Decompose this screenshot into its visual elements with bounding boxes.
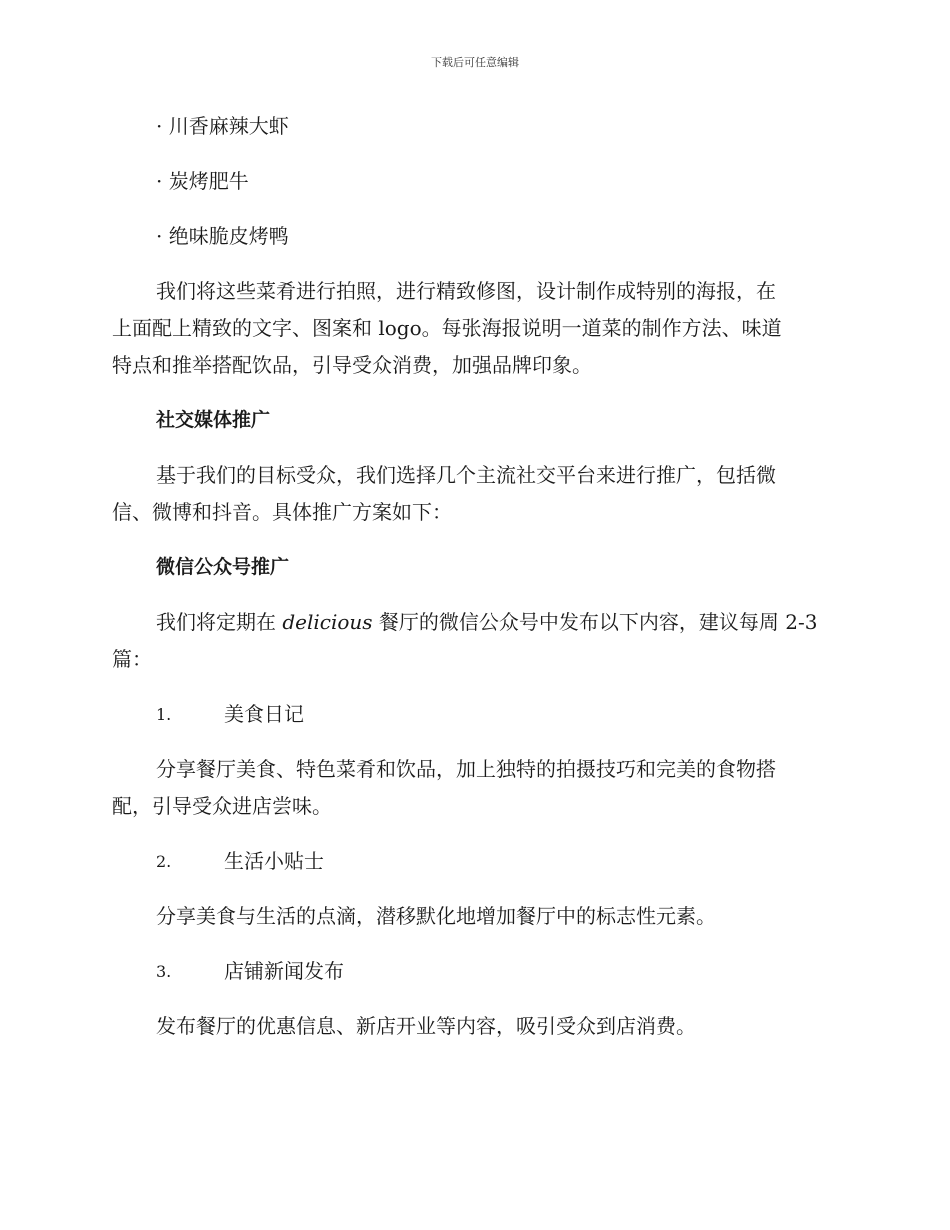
paragraph-line: 分享餐厅美食、特色菜肴和饮品，加上独特的拍摄技巧和完美的食物搭: [156, 757, 776, 781]
paragraph-line: 上面配上精致的文字、图案和 logo。每张海报说明一道菜的制作方法、味道: [112, 316, 782, 340]
paragraph-line: 配，引导受众进店尝味。: [112, 794, 332, 818]
paragraph-line: [112, 604, 832, 641]
bullet-item: · 绝味脆皮烤鸭: [156, 224, 289, 248]
item-number: 2.: [156, 852, 172, 871]
numbered-item-title: [112, 696, 832, 733]
item-description: 发布餐厅的优惠信息、新店开业等内容，吸引受众到店消费。: [156, 1014, 696, 1038]
item-description: [112, 751, 832, 825]
numbered-item-title: [112, 843, 832, 880]
bullet-item: · 炭烤肥牛: [156, 169, 249, 193]
bullet-item: · 川香麻辣大虾: [156, 114, 289, 138]
page-header: 下载后可任意编辑: [431, 56, 519, 69]
paragraph-line: 篇：: [112, 647, 152, 671]
paragraph-wechat: [112, 604, 832, 678]
brand-name: delicious: [282, 610, 373, 634]
item-number: 3.: [156, 962, 172, 981]
item-title: 美食日记: [224, 702, 304, 726]
paragraph-line: 我们将这些菜肴进行拍照，进行精致修图，设计制作成特别的海报，在: [156, 279, 776, 303]
section-heading-wechat: 微信公众号推广: [156, 556, 290, 578]
paragraph-line: 特点和推举搭配饮品，引导受众消费，加强品牌印象。: [112, 353, 592, 377]
paragraph-social: [112, 457, 832, 531]
paragraph-line: 信、微博和抖音。具体推广方案如下：: [112, 500, 452, 524]
paragraph-posters: [112, 273, 832, 384]
item-title: 店铺新闻发布: [224, 959, 344, 983]
item-description: 分享美食与生活的点滴，潜移默化地增加餐厅中的标志性元素。: [156, 904, 716, 928]
paragraph-line: 基于我们的目标受众，我们选择几个主流社交平台来进行推广，包括微: [156, 463, 776, 487]
numbered-item-title: [112, 953, 832, 990]
item-title: 生活小贴士: [224, 849, 324, 873]
para-prefix: 我们将定期在: [156, 610, 283, 634]
page-content: [112, 108, 832, 1045]
para-suffix: 餐厅的微信公众号中发布以下内容，建议每周 2-3: [372, 610, 818, 634]
item-number: 1.: [156, 705, 172, 724]
section-heading-social: 社交媒体推广: [156, 409, 271, 431]
